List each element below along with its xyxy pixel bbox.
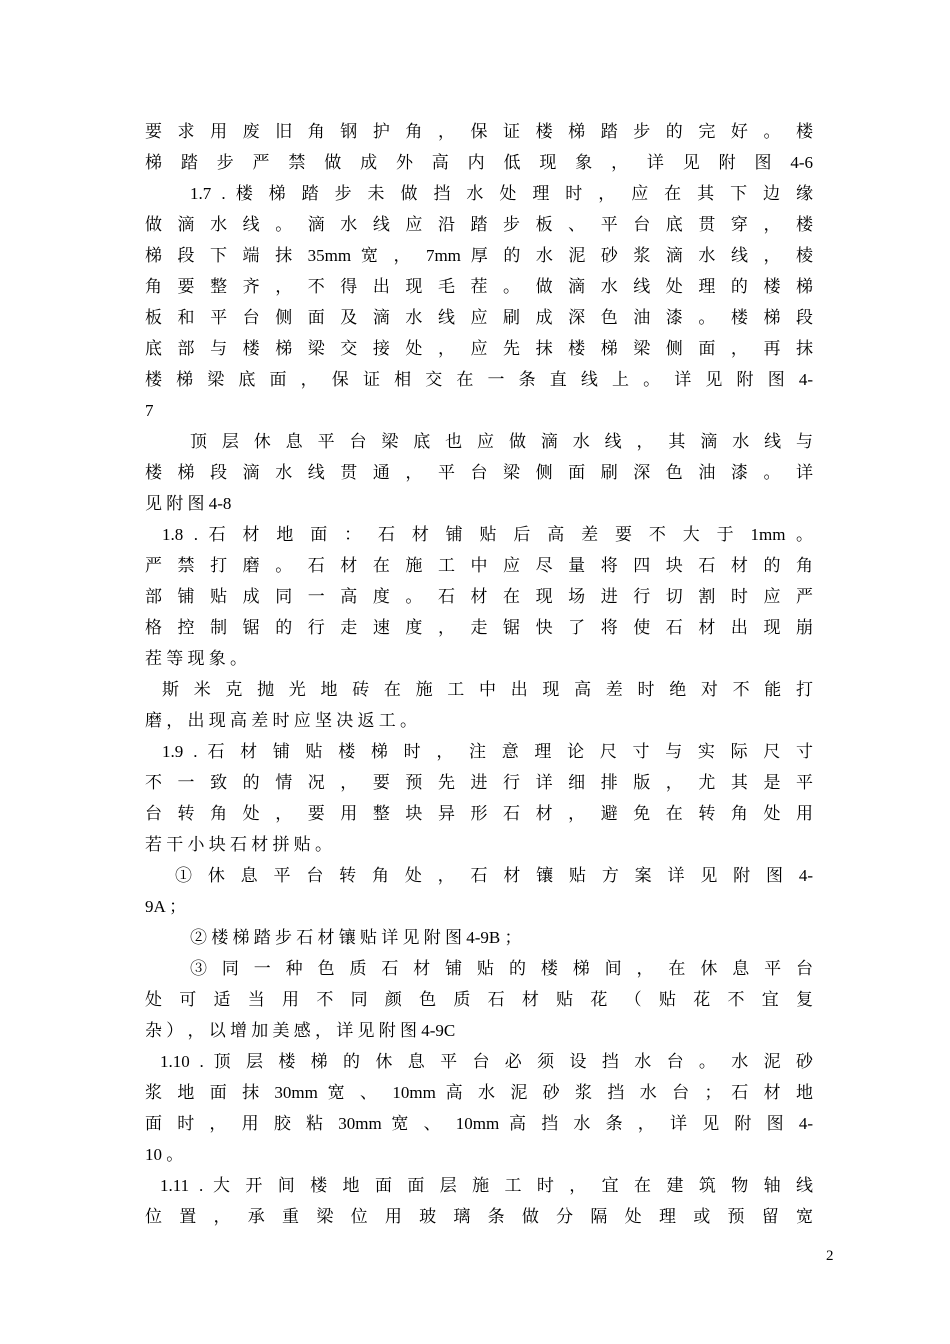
text-line: 7 — [145, 401, 154, 420]
text-line: 做 滴 水 线 。 滴 水 线 应 沿 踏 步 板 、 平 台 底 贯 穿 ， 楼 — [145, 215, 813, 234]
text-line: 见 附 图 4-8 — [145, 494, 232, 513]
text-line: 杂 ） ， 以 增 加 美 感 ， 详 见 附 图 4-9C — [145, 1021, 456, 1040]
text-line: 位 置 ， 承 重 梁 位 用 玻 璃 条 做 分 隔 处 理 或 预 留 宽 — [145, 1207, 813, 1226]
text-line: ③ 同 一 种 色 质 石 材 铺 贴 的 楼 梯 间 ， 在 休 息 平 台 — [190, 959, 813, 978]
text-line: 要 求 用 废 旧 角 钢 护 角 ， 保 证 楼 梯 踏 步 的 完 好 。 楼 — [145, 122, 813, 141]
text-line: 茬 等 现 象 。 — [145, 649, 247, 668]
text-line: 面 时 ， 用 胶 粘 30mm 宽 、 10mm 高 挡 水 条 ， 详 见 附 图 4- — [145, 1114, 813, 1133]
text-line: 1.9 . 石 材 铺 贴 楼 梯 时 ， 注 意 理 论 尺 寸 与 实 际 尺 寸 — [162, 742, 813, 761]
text-line: 底 部 与 楼 梯 梁 交 接 处 ， 应 先 抹 楼 梯 梁 侧 面 ， 再 抹 — [145, 339, 813, 358]
text-line: 1.10 . 顶 层 楼 梯 的 休 息 平 台 必 须 设 挡 水 台 。 水 泥 砂 — [160, 1052, 813, 1071]
text-line: 部 铺 贴 成 同 一 高 度 。 石 材 在 现 场 进 行 切 割 时 应 严 — [145, 587, 813, 606]
text-line: 楼 梯 段 滴 水 线 贯 通 ， 平 台 梁 侧 面 刷 深 色 油 漆 。 详 — [145, 463, 813, 482]
text-line: 处 可 适 当 用 不 同 颜 色 质 石 材 贴 花 （ 贴 花 不 宜 复 — [145, 990, 813, 1009]
text-line: 顶 层 休 息 平 台 梁 底 也 应 做 滴 水 线 ， 其 滴 水 线 与 — [190, 432, 813, 451]
page-number: 2 — [826, 1248, 834, 1264]
text-line: 磨 ， 出 现 高 差 时 应 坚 决 返 工 。 — [145, 711, 417, 730]
text-line: 1.8 . 石 材 地 面 ： 石 材 铺 贴 后 高 差 要 不 大 于 1mm 。 — [162, 525, 813, 544]
text-line: ① 休 息 平 台 转 角 处 ， 石 材 镶 贴 方 案 详 见 附 图 4- — [175, 866, 813, 885]
text-line: 1.7 . 楼 梯 踏 步 未 做 挡 水 处 理 时 ， 应 在 其 下 边 缘 — [190, 184, 813, 203]
text-line: 台 转 角 处 ， 要 用 整 块 异 形 石 材 ， 避 免 在 转 角 处 用 — [145, 804, 813, 823]
text-line: 不 一 致 的 情 况 ， 要 预 先 进 行 详 细 排 版 ， 尤 其 是 平 — [145, 773, 813, 792]
text-line: 浆 地 面 抹 30mm 宽 、 10mm 高 水 泥 砂 浆 挡 水 台 ； 石 材 地 — [145, 1083, 813, 1102]
text-line: 梯 踏 步 严 禁 做 成 外 高 内 低 现 象 ， 详 见 附 图 4-6 — [145, 153, 813, 172]
text-line: 角 要 整 齐 ， 不 得 出 现 毛 茬 。 做 滴 水 线 处 理 的 楼 梯 — [145, 277, 813, 296]
text-line: 10 。 — [145, 1145, 184, 1164]
text-line: 严 禁 打 磨 。 石 材 在 施 工 中 应 尽 量 将 四 块 石 材 的 角 — [145, 556, 813, 575]
text-line: 若 干 小 块 石 材 拼 贴 。 — [145, 835, 332, 854]
text-line: 梯 段 下 端 抹 35mm 宽 ， 7mm 厚 的 水 泥 砂 浆 滴 水 线 ， 棱 — [145, 246, 813, 265]
text-line: 1.11 . 大 开 间 楼 地 面 面 层 施 工 时 ， 宜 在 建 筑 物 轴 线 — [160, 1176, 813, 1195]
text-line: ② 楼 梯 踏 步 石 材 镶 贴 详 见 附 图 4-9B ； — [190, 928, 522, 947]
text-line: 板 和 平 台 侧 面 及 滴 水 线 应 刷 成 深 色 油 漆 。 楼 梯 段 — [145, 308, 813, 327]
text-line: 格 控 制 锯 的 行 走 速 度 ， 走 锯 快 了 将 使 石 材 出 现 崩 — [145, 618, 813, 637]
text-line: 斯 米 克 抛 光 地 砖 在 施 工 中 出 现 高 差 时 绝 对 不 能 打 — [162, 680, 813, 699]
text-line: 楼 梯 梁 底 面 ， 保 证 相 交 在 一 条 直 线 上 。 详 见 附 图 4- — [145, 370, 813, 389]
text-line: 9A ； — [145, 897, 187, 916]
